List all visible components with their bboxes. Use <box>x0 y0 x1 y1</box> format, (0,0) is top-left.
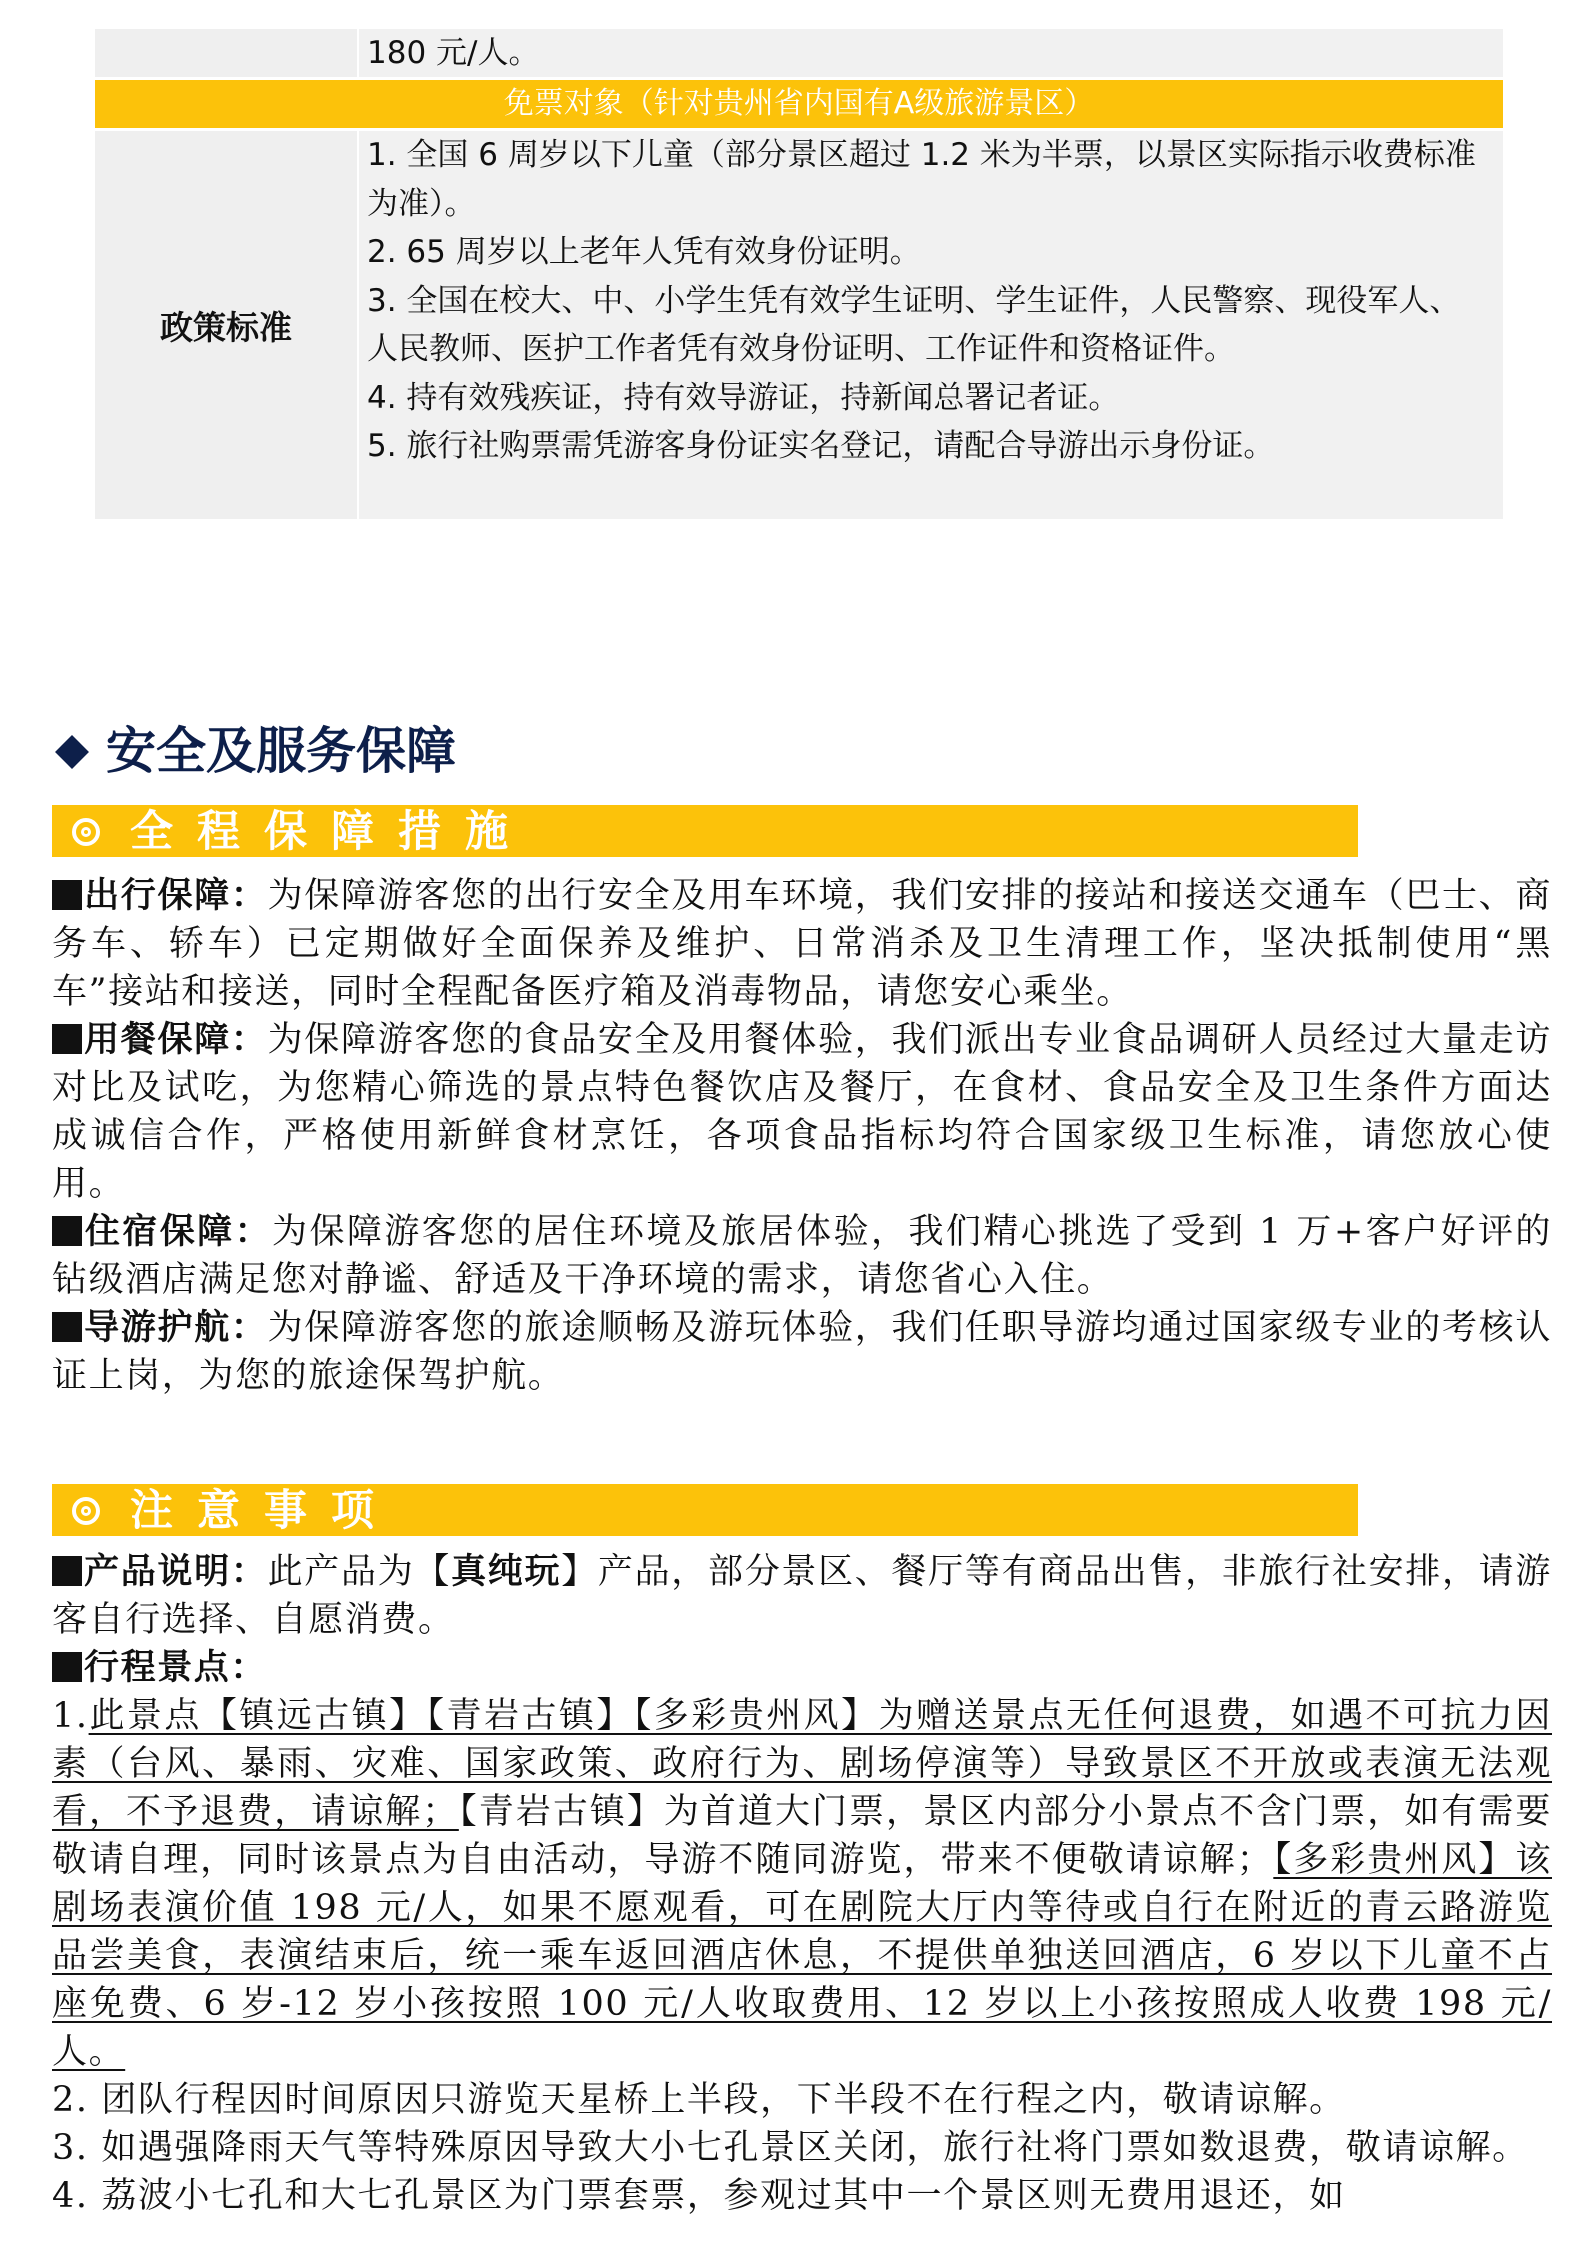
policy-label: 政策标准 <box>95 131 357 519</box>
note-item-1-part-a: 此景点【镇远古镇】【青岩古镇】【多彩贵州风】为赠送景点无任何退费，如遇不可抗力因素（台风、暴雨、灾难、国家政策、政府行为、剧场停演等）导致景区不开放或表演无法观看，不予退费，请谅解； <box>52 1696 1552 1832</box>
free-ticket-header: 免票对象（针对贵州省内国有A级旅游景区） <box>95 80 1503 128</box>
guarantee-guide <box>52 1304 1552 1400</box>
square-bullet-icon <box>52 1312 82 1342</box>
guarantee-dining-text: 为保障游客您的食品安全及用餐体验，我们派出专业食品调研人员经过大量走访对比及试吃，为您精心筛选的景点特色餐饮店及餐厅，在食材、食品安全及卫生条件方面达成诚信合作，严格使用新鲜食材烹饪，各项食品指标均符合国家级卫生标准，请您放心使用。 <box>52 1020 1552 1204</box>
guarantee-travel <box>52 872 1552 1016</box>
policy-item-1: 1. 全国 6 周岁以下儿童（部分景区超过 1.2 米为半票，以景区实际指示收费标准为准）。 <box>367 137 1476 222</box>
note-item-2: 2. 团队行程因时间原因只游览天星桥上半段，下半段不在行程之内，敬请谅解。 <box>52 2080 1346 2120</box>
band-full-guarantee-title: 全程保障措施 <box>130 807 532 857</box>
note-product <box>52 1548 1552 1644</box>
note-item-4: 4. 荔波小七孔和大七孔景区为门票套票，参观过其中一个景区则无费用退还，如 <box>52 2176 1346 2216</box>
note-item-1 <box>52 1692 1552 2076</box>
note-item-1-num: 1. <box>52 1696 89 1736</box>
section-title <box>50 716 456 786</box>
policy-item-2: 2. 65 周岁以上老年人凭有效身份证明。 <box>367 234 921 270</box>
square-bullet-icon <box>52 880 82 910</box>
square-bullet-icon <box>52 1556 82 1586</box>
policy-item-5: 5. 旅行社购票需凭游客身份证实名登记，请配合导游出示身份证。 <box>367 428 1275 464</box>
note-product-post: 】产品，部分景区、餐厅等有商品出售，非旅行社安排，请游客自行选择、自愿消费。 <box>52 1552 1552 1640</box>
note-item-1-part-c: 【多彩贵州风】该剧场表演价值 198 元/人，如果不愿观看，可在剧院大厅内等待或自行在附近的青云路游览品尝美食，表演结束后，统一乘车返回酒店休息，不提供单独送回酒店，6 岁以下儿童不占座免费、6 岁-12 岁小孩按照 100 元/人收取费用、12 岁以上小孩按照成人收费 198 元/人。 <box>52 1840 1552 2072</box>
policy-row <box>95 131 1503 519</box>
bullseye-icon <box>72 818 100 846</box>
diamond-icon <box>55 735 89 769</box>
price-row-value: 180 元/人。 <box>359 29 1503 77</box>
guarantee-dining <box>52 1016 1552 1208</box>
square-bullet-icon <box>52 1216 82 1246</box>
guarantee-guide-label: 导游护航： <box>84 1308 268 1348</box>
note-spots-label: 行程景点： <box>84 1648 268 1688</box>
section-title-text: 安全及服务保障 <box>106 722 456 780</box>
policy-item-4: 4. 持有效残疾证，持有效导游证，持新闻总署记者证。 <box>367 379 1120 416</box>
note-item-1-part-b: 【青岩古镇】为首道大门票，景区内部分小景点不含门票，如有需要敬请自理，同时该景点为自由活动，导游不随同游览，带来不便敬请谅解； <box>52 1792 1552 1880</box>
price-row-label-cell <box>95 29 357 77</box>
guarantee-travel-label: 出行保障： <box>84 876 268 916</box>
band-full-guarantee <box>52 805 1358 857</box>
square-bullet-icon <box>52 1652 82 1682</box>
guarantee-dining-label: 用餐保障： <box>84 1020 268 1060</box>
band-notes <box>52 1484 1358 1536</box>
policy-list <box>359 131 1503 519</box>
note-product-pre: 此产品为【 <box>267 1552 452 1592</box>
note-item-3: 3. 如遇强降雨天气等特殊原因导致大小七孔景区关闭，旅行社将门票如数退费，敬请谅解。 <box>52 2128 1529 2168</box>
guarantee-lodging-text: 为保障游客您的居住环境及旅居体验，我们精心挑选了受到 1 万+客户好评的钻级酒店满足您对静谧、舒适及干净环境的需求，请您省心入住。 <box>52 1212 1552 1300</box>
notes-list <box>52 1548 1552 2220</box>
bullseye-icon <box>72 1497 100 1525</box>
policy-item-3: 3. 全国在校大、中、小学生凭有效学生证明、学生证件，人民警察、现役军人、人民教师、医护工作者凭有效身份证明、工作证件和资格证件。 <box>367 282 1461 367</box>
guarantee-list <box>52 872 1552 1400</box>
square-bullet-icon <box>52 1024 82 1054</box>
guarantee-lodging-label: 住宿保障： <box>84 1212 273 1252</box>
price-row <box>95 29 1503 77</box>
note-product-label: 产品说明： <box>84 1552 268 1592</box>
note-product-bold: 真纯玩 <box>451 1552 562 1592</box>
guarantee-lodging <box>52 1208 1552 1304</box>
guarantee-guide-text: 为保障游客您的旅途顺畅及游玩体验，我们任职导游均通过国家级专业的考核认证上岗，为您的旅途保驾护航。 <box>52 1308 1552 1396</box>
guarantee-travel-text: 为保障游客您的出行安全及用车环境，我们安排的接站和接送交通车（巴士、商务车、轿车）已定期做好全面保养及维护、日常消杀及卫生清理工作，坚决抵制使用“黑车”接站和接送，同时全程配备医疗箱及消毒物品，请您安心乘坐。 <box>52 876 1552 1012</box>
note-spots-heading <box>52 1644 1552 1692</box>
band-notes-title: 注意事项 <box>130 1486 398 1536</box>
